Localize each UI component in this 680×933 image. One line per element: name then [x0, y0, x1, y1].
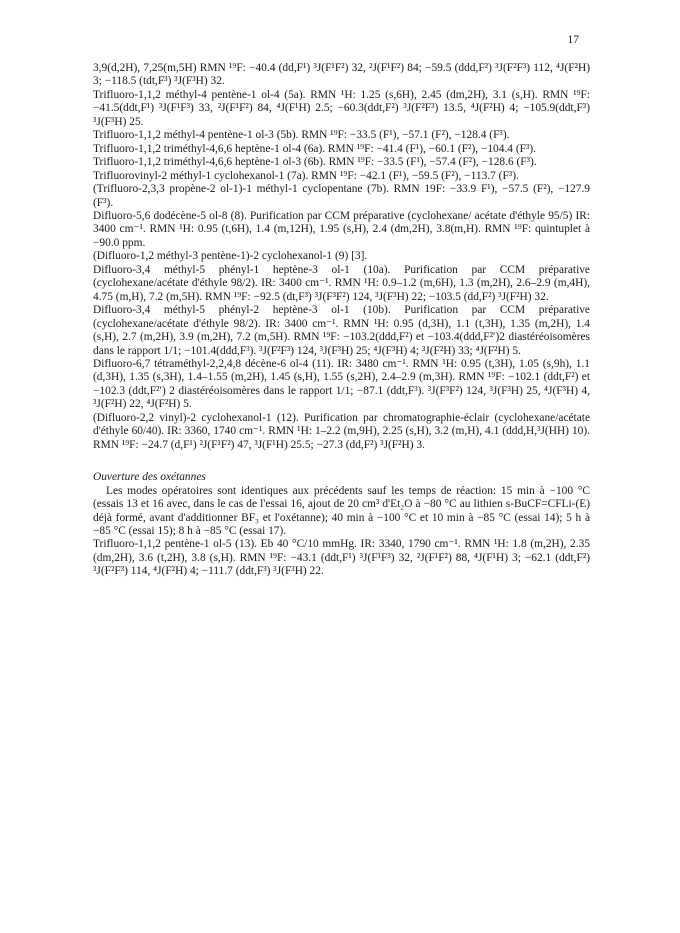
paragraph-compound-4-nmr: 3,9(d,2H), 7,25(m,5H) RMN ¹⁹F: −40.4 (dd,F¹) ³J(F¹F²) 32, ²J(F¹F²) 84; −59.5 (ddd,F²) ³J(F²F³) 112, ⁴J(F²H) 3; −118.5 (tdt,F³) ³J(F³H) 32. [93, 62, 590, 88]
body-text [93, 62, 590, 579]
paragraph-compound-11: Difluoro-6,7 tétraméthyl-2,2,4,8 décène-6 ol-4 (11). IR: 3480 cm⁻¹. RMN ¹H: 0.95 (t,3H), 1.05 (s,9h), 1.1 (d,3H), 1.35 (s,3H), 1.4–1.55 (m,2H), 1.45 (s,H), 1.55 (s,2H), 2.4–2.9 (m,3H). RMN ¹⁹F: −102.1 (ddt,F²) et −102.3 (ddt,F²′) 2 diastéréoisomères dans le rapport 1/1; −87.1 (ddt,F³). ³J(F³F²) 124, ³J(F³H) 25, ⁴J(F³H) 4, ³J(F²H) 22, ⁴J(F²H) 5. [93, 357, 590, 411]
paragraph-compound-13: Trifluoro-1,1,2 pentène-1 ol-5 (13). Eb 40 °C/10 mmHg. IR: 3340, 1790 cm⁻¹. RMN ¹H: 1.8 (m,2H), 2.35 (dm,2H), 3.6 (t,2H), 3.8 (s,H). RMN ¹⁹F: −43.1 (ddt,F¹) ³J(F¹F³) 32, ²J(F¹F²) 88, ⁴J(F¹H) 3; −62.1 (ddt,F²) ³J(F²F³) 114, ⁴J(F²H) 4; −111.7 (ddt,F³) ³J(F³H) 22. [93, 538, 590, 578]
paragraph-compound-10b: Difluoro-3,4 méthyl-5 phényl-2 heptène-3 ol-1 (10b). Purification par CCM préparative (cyclohexane/acétate d'éthyle 98/2). IR: 3400 cm⁻¹. RMN ¹H: 0.95 (d,3H), 1.1 (t,3H), 1.35 (m,2H), 1.4 (s,H), 2.7 (m,2H), 3.9 (m,2H), 7.2 (m,5H). RMN ¹⁹F: −103.2(ddd,F²) et −103.4(ddd,F²′)2 diastéréoisomères dans le rapport 1/1; −101.4(ddd,F³). ³J(F²F³) 124, ³J(F³H) 25; ⁴J(F³H) 4; ³J(F²H) 33; ⁴J(F²H) 5. [93, 304, 590, 357]
paragraph-compound-6b: Trifluoro-1,1,2 triméthyl-4,6,6 heptène-1 ol-3 (6b). RMN ¹⁹F: −33.5 (F¹), −57.4 (F²), −128.6 (F³). [93, 156, 537, 169]
paragraph-compound-5b: Trifluoro-1,1,2 méthyl-4 pentène-1 ol-3 (5b). RMN ¹⁹F: −33.5 (F¹), −57.1 (F²), −128.4 (F³). [93, 129, 510, 142]
paragraph-compound-9: (Difluoro-1,2 méthyl-3 pentène-1)-2 cyclohexanol-1 (9) [3]. [93, 250, 368, 263]
paragraph-procedure: Les modes opératoires sont identiques aux précédents sauf les temps de réaction: 15 min à −100 °C (essais 13 et 16 avec, dans le cas de l'essai 16, ajout de 20 cm³ d'Et₂O à −80 °C au lithien s-BuCF=CFLi-(E) déjà formé, avant d'additionner BF₃ et l'oxétanne); 40 min à −100 °C et 10 min à −85 °C (essai 14); 5 h à −85 °C (essai 15); 8 h à −85 °C (essai 17). [93, 484, 590, 537]
paragraph-compound-5a: Trifluoro-1,1,2 méthyl-4 pentène-1 ol-4 (5a). RMN ¹H: 1.25 (s,6H), 2.45 (dm,2H), 3.1 (s,H). RMN ¹⁹F: −41.5(ddt,F¹) ³J(F¹F³) 33, ²J(F¹F²) 84, ⁴J(F¹H) 2.5; −60.3(ddt,F²) ³J(F²F³) 13.5, ⁴J(F²H) 4; −105.9(ddt,F³) ³J(F³H) 25. [93, 88, 590, 128]
section-heading-oxetanes: Ouverture des oxétannes [93, 471, 206, 484]
page-number: 17 [567, 34, 579, 46]
paragraph-compound-7a: Trifluorovinyl-2 méthyl-1 cyclohexanol-1 (7a). RMN ¹⁹F: −42.1 (F¹), −59.5 (F²), −113.7 (F³). [93, 169, 519, 182]
paragraph-compound-7b: (Trifluoro-2,3,3 propène-2 ol-1)-1 méthyl-1 cyclopentane (7b). RMN 19F: −33.9 F¹), −57.5 (F²), −127.9 (F³). [93, 183, 590, 209]
paragraph-compound-10a: Difluoro-3,4 méthyl-5 phényl-1 heptène-3 ol-1 (10a). Purification par CCM préparative (cyclohexane/acétate d'éthyle 98/2). IR: 3400 cm⁻¹. RMN ¹H: 0.9–1.2 (m,6H), 1.3 (m,2H), 2.6–2.9 (m,4H), 4.75 (m,H), 7.2 (m,5H). RMN ¹⁹F: −92.5 (dt,F³) ³J(F³F²) 124, ³J(F³H) 22; −103.5 (dd,F²) ³J(F²H) 32. [93, 263, 590, 303]
paragraph-compound-12: (Difluoro-2,2 vinyl)-2 cyclohexanol-1 (12). Purification par chromatographie-éclair (cyclohexane/acétate d'éthyle 60/40). IR: 3360, 1740 cm⁻¹. RMN ¹H: 1–2.2 (m,9H), 2.25 (s,H), 3.2 (m,H), 4.1 (ddd,H,³J(HH) 10). RMN ¹⁹F: −24.7 (d,F¹) ²J(F¹F²) 47, ³J(F¹H) 25.5; −27.3 (dd,F²) ³J(F²H) 3. [93, 411, 590, 451]
paragraph-compound-6a: Trifluoro-1,1,2 triméthyl-4,6,6 heptène-1 ol-4 (6a). RMN ¹⁹F: −41.4 (F¹), −60.1 (F²), −104.4 (F³). [93, 142, 537, 155]
paragraph-compound-8: Difluoro-5,6 dodécène-5 ol-8 (8). Purification par CCM préparative (cyclohexane/ acétate d'éthyle 95/5) IR: 3400 cm⁻¹. RMN ¹H: 0.95 (t,6H), 1.4 (m,12H), 1.95 (s,H), 2.4 (dm,2H), 3.8(m,H). RMN ¹⁹F: quintuplet à −90.0 ppm. [93, 209, 590, 249]
